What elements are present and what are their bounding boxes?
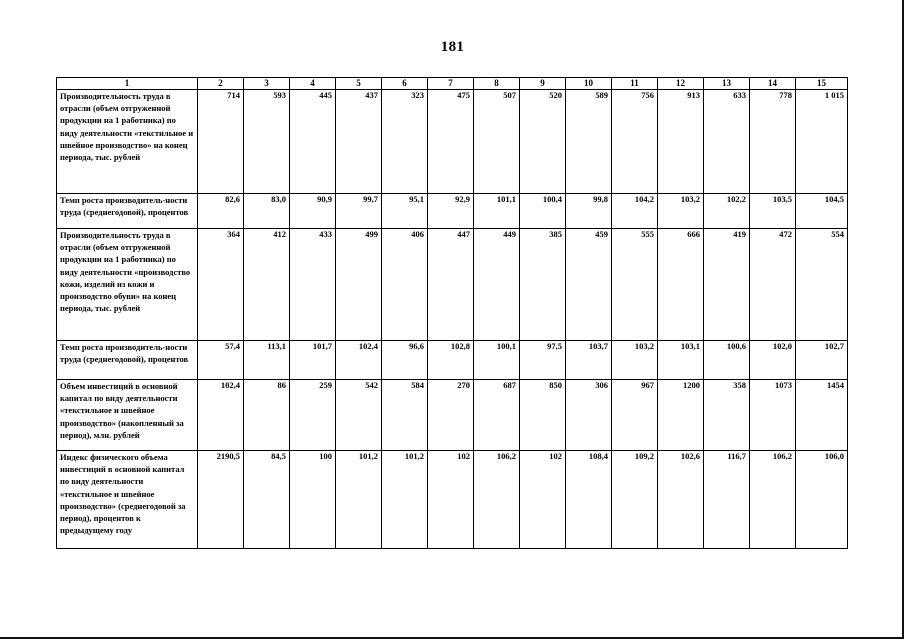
column-header: 6 (382, 78, 428, 90)
table-cell: 95,1 (382, 194, 428, 229)
table-cell: 90,9 (290, 194, 336, 229)
table-cell: 778 (750, 90, 796, 194)
table-cell: 83,0 (244, 194, 290, 229)
table-cell: 106,2 (474, 451, 520, 549)
table-cell: 475 (428, 90, 474, 194)
table-cell: 106,2 (750, 451, 796, 549)
table-cell: 104,2 (612, 194, 658, 229)
table-cell: 113,1 (244, 341, 290, 380)
table-cell: 100,6 (704, 341, 750, 380)
table-cell: 850 (520, 380, 566, 451)
table-cell: 1200 (658, 380, 704, 451)
table-cell: 100,4 (520, 194, 566, 229)
table-cell: 1 015 (796, 90, 848, 194)
table-cell: 459 (566, 229, 612, 341)
column-header: 9 (520, 78, 566, 90)
table-cell: 103,1 (658, 341, 704, 380)
column-header: 14 (750, 78, 796, 90)
table-row (57, 90, 848, 194)
column-header: 10 (566, 78, 612, 90)
column-header: 7 (428, 78, 474, 90)
table-cell: 666 (658, 229, 704, 341)
row-label: Производительность труда в отрасли (объем отгруженной продукции на 1 работника) по виду деятельности «текстильное и швейное производство» на конец периода, тыс. рублей (57, 90, 198, 194)
table-cell: 306 (566, 380, 612, 451)
table-cell: 584 (382, 380, 428, 451)
table-cell: 593 (244, 90, 290, 194)
table-row (57, 229, 848, 341)
table-cell: 756 (612, 90, 658, 194)
row-label: Производительность труда в отрасли (объем отгруженной продукции на 1 работника) по виду деятельности «производство кожи, изделий из кожи и производство обуви» на конец периода, тыс. рублей (57, 229, 198, 341)
table-cell: 86 (244, 380, 290, 451)
table-cell: 82,6 (198, 194, 244, 229)
row-label: Темп роста производитель-ности труда (среднегодовой), процентов (57, 194, 198, 229)
table-cell: 449 (474, 229, 520, 341)
table-cell: 433 (290, 229, 336, 341)
table-cell: 103,7 (566, 341, 612, 380)
table-cell: 259 (290, 380, 336, 451)
table-row (57, 341, 848, 380)
table-cell: 108,4 (566, 451, 612, 549)
table-cell: 385 (520, 229, 566, 341)
table-cell: 99,8 (566, 194, 612, 229)
table-cell: 84,5 (244, 451, 290, 549)
table-cell: 101,2 (382, 451, 428, 549)
table-cell: 96,6 (382, 341, 428, 380)
column-header: 2 (198, 78, 244, 90)
table-cell: 1454 (796, 380, 848, 451)
table-cell: 507 (474, 90, 520, 194)
table-cell: 520 (520, 90, 566, 194)
table-cell: 555 (612, 229, 658, 341)
table-cell: 447 (428, 229, 474, 341)
table-cell: 714 (198, 90, 244, 194)
table-row (57, 451, 848, 549)
table-row (57, 194, 848, 229)
column-header: 8 (474, 78, 520, 90)
table-cell: 419 (704, 229, 750, 341)
table-cell: 358 (704, 380, 750, 451)
row-label: Объем инвестиций в основной капитал по виду деятельности «текстильное и швейное производство» (накопленный за период), млн. рублей (57, 380, 198, 451)
table-cell: 437 (336, 90, 382, 194)
table-cell: 100 (290, 451, 336, 549)
table-cell: 102,0 (750, 341, 796, 380)
table-cell: 102,2 (704, 194, 750, 229)
page-number: 181 (440, 39, 465, 55)
table-cell: 102,6 (658, 451, 704, 549)
table-cell: 687 (474, 380, 520, 451)
table-cell: 103,5 (750, 194, 796, 229)
table-cell: 97,5 (520, 341, 566, 380)
table-cell: 103,2 (612, 341, 658, 380)
table-cell: 57,4 (198, 341, 244, 380)
table-cell: 104,5 (796, 194, 848, 229)
column-header: 15 (796, 78, 848, 90)
column-header: 11 (612, 78, 658, 90)
table-cell: 2190,5 (198, 451, 244, 549)
table-cell: 106,0 (796, 451, 848, 549)
table-cell: 101,2 (336, 451, 382, 549)
table-cell: 92,9 (428, 194, 474, 229)
table-cell: 412 (244, 229, 290, 341)
table-cell: 913 (658, 90, 704, 194)
table-cell: 445 (290, 90, 336, 194)
table-cell: 102,7 (796, 341, 848, 380)
column-header: 4 (290, 78, 336, 90)
table-cell: 1073 (750, 380, 796, 451)
table-cell: 633 (704, 90, 750, 194)
table-cell: 102,4 (198, 380, 244, 451)
table-cell: 323 (382, 90, 428, 194)
table-cell: 102,4 (336, 341, 382, 380)
table-cell: 967 (612, 380, 658, 451)
data-table (56, 77, 848, 549)
table-cell: 99,7 (336, 194, 382, 229)
table-cell: 270 (428, 380, 474, 451)
row-label: Индекс физического объема инвестиций в основной капитал по виду деятельности «текстильное и швейное производство» (среднегодовой за период), процентов к предыдущему году (57, 451, 198, 549)
column-header: 12 (658, 78, 704, 90)
table-cell: 102 (520, 451, 566, 549)
table-cell: 100,1 (474, 341, 520, 380)
table-cell: 109,2 (612, 451, 658, 549)
table-cell: 554 (796, 229, 848, 341)
table-cell: 472 (750, 229, 796, 341)
table-cell: 542 (336, 380, 382, 451)
table-cell: 499 (336, 229, 382, 341)
table-cell: 101,7 (290, 341, 336, 380)
table-cell: 102 (428, 451, 474, 549)
table-cell: 406 (382, 229, 428, 341)
row-label: Темп роста производитель-ности труда (среднегодовой), процентов (57, 341, 198, 380)
table-cell: 103,2 (658, 194, 704, 229)
header-row (57, 78, 848, 90)
table-cell: 101,1 (474, 194, 520, 229)
column-header: 1 (57, 78, 198, 90)
column-header: 3 (244, 78, 290, 90)
table-cell: 102,8 (428, 341, 474, 380)
column-header: 5 (336, 78, 382, 90)
column-header: 13 (704, 78, 750, 90)
table-cell: 364 (198, 229, 244, 341)
table-row (57, 380, 848, 451)
table-cell: 589 (566, 90, 612, 194)
table-cell: 116,7 (704, 451, 750, 549)
